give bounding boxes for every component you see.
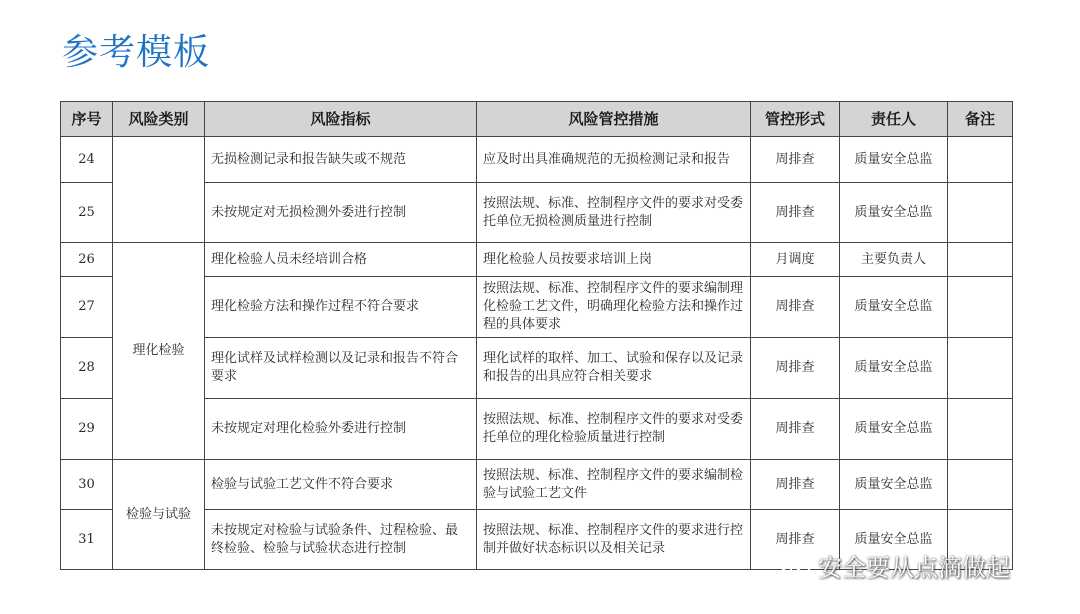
header-indicator: 风险指标 — [205, 102, 477, 137]
row-person: 质量安全总监 — [840, 338, 948, 399]
row-measure: 按照法规、标准、控制程序文件的要求编制理化检验工艺文件，明确理化检验方法和操作过程的具体要求 — [477, 277, 751, 338]
row-measure: 应及时出具准确规范的无损检测记录和报告 — [477, 137, 751, 183]
row-form: 周排查 — [751, 399, 840, 460]
row-category: 检验与试验 — [113, 460, 205, 570]
row-person: 质量安全总监 — [840, 183, 948, 243]
row-form: 周排查 — [751, 137, 840, 183]
row-person: 质量安全总监 — [840, 399, 948, 460]
watermark-text: 安全要从点滴做起 — [818, 554, 1010, 582]
row-measure: 理化试样的取样、加工、试验和保存以及记录和报告的出具应符合相关要求 — [477, 338, 751, 399]
row-no: 28 — [61, 338, 113, 399]
row-person: 质量安全总监 — [840, 460, 948, 510]
row-note — [948, 243, 1013, 277]
row-measure: 按照法规、标准、控制程序文件的要求编制检验与试验工艺文件 — [477, 460, 751, 510]
row-measure: 按照法规、标准、控制程序文件的要求对受委托单位无损检测质量进行控制 — [477, 183, 751, 243]
row-form: 周排查 — [751, 338, 840, 399]
row-no: 30 — [61, 460, 113, 510]
row-form: 周排查 — [751, 460, 840, 510]
row-indicator: 理化检验人员未经培训合格 — [205, 243, 477, 277]
row-note — [948, 399, 1013, 460]
header-no: 序号 — [61, 102, 113, 137]
row-note — [948, 137, 1013, 183]
row-indicator: 无损检测记录和报告缺失或不规范 — [205, 137, 477, 183]
row-measure: 按照法规、标准、控制程序文件的要求进行控制并做好状态标识以及相关记录 — [477, 510, 751, 570]
row-note — [948, 183, 1013, 243]
row-no: 27 — [61, 277, 113, 338]
table-row — [61, 243, 1013, 277]
risk-control-table — [60, 101, 1013, 570]
header-note: 备注 — [948, 102, 1013, 137]
row-no: 25 — [61, 183, 113, 243]
row-note — [948, 277, 1013, 338]
table-header-row — [61, 102, 1013, 137]
row-indicator: 理化检验方法和操作过程不符合要求 — [205, 277, 477, 338]
row-indicator: 未按规定对检验与试验条件、过程检验、最终检验、检验与试验状态进行控制 — [205, 510, 477, 570]
row-no: 24 — [61, 137, 113, 183]
header-measure: 风险管控措施 — [477, 102, 751, 137]
row-note — [948, 338, 1013, 399]
row-measure: 按照法规、标准、控制程序文件的要求对受委托单位的理化检验质量进行控制 — [477, 399, 751, 460]
page-title: 参考模板 — [62, 32, 211, 73]
row-person: 质量安全总监 — [840, 277, 948, 338]
row-indicator: 未按规定对理化检验外委进行控制 — [205, 399, 477, 460]
row-form: 周排查 — [751, 277, 840, 338]
row-note — [948, 510, 1013, 570]
table-row — [61, 460, 1013, 510]
header-person: 责任人 — [840, 102, 948, 137]
row-indicator: 未按规定对无损检测外委进行控制 — [205, 183, 477, 243]
row-person: 主要负责人 — [840, 243, 948, 277]
header-category: 风险类别 — [113, 102, 205, 137]
row-note — [948, 460, 1013, 510]
row-indicator: 理化试样及试样检测以及记录和报告不符合要求 — [205, 338, 477, 399]
row-category: 理化检验 — [113, 243, 205, 460]
row-form: 周排查 — [751, 510, 840, 570]
row-person: 质量安全总监 — [840, 510, 948, 570]
row-measure: 理化检验人员按要求培训上岗 — [477, 243, 751, 277]
row-form: 周排查 — [751, 183, 840, 243]
row-category — [113, 137, 205, 243]
row-no: 31 — [61, 510, 113, 570]
row-indicator: 检验与试验工艺文件不符合要求 — [205, 460, 477, 510]
row-person: 质量安全总监 — [840, 137, 948, 183]
row-no: 26 — [61, 243, 113, 277]
header-form: 管控形式 — [751, 102, 840, 137]
row-no: 29 — [61, 399, 113, 460]
table-row — [61, 137, 1013, 183]
row-form: 月调度 — [751, 243, 840, 277]
